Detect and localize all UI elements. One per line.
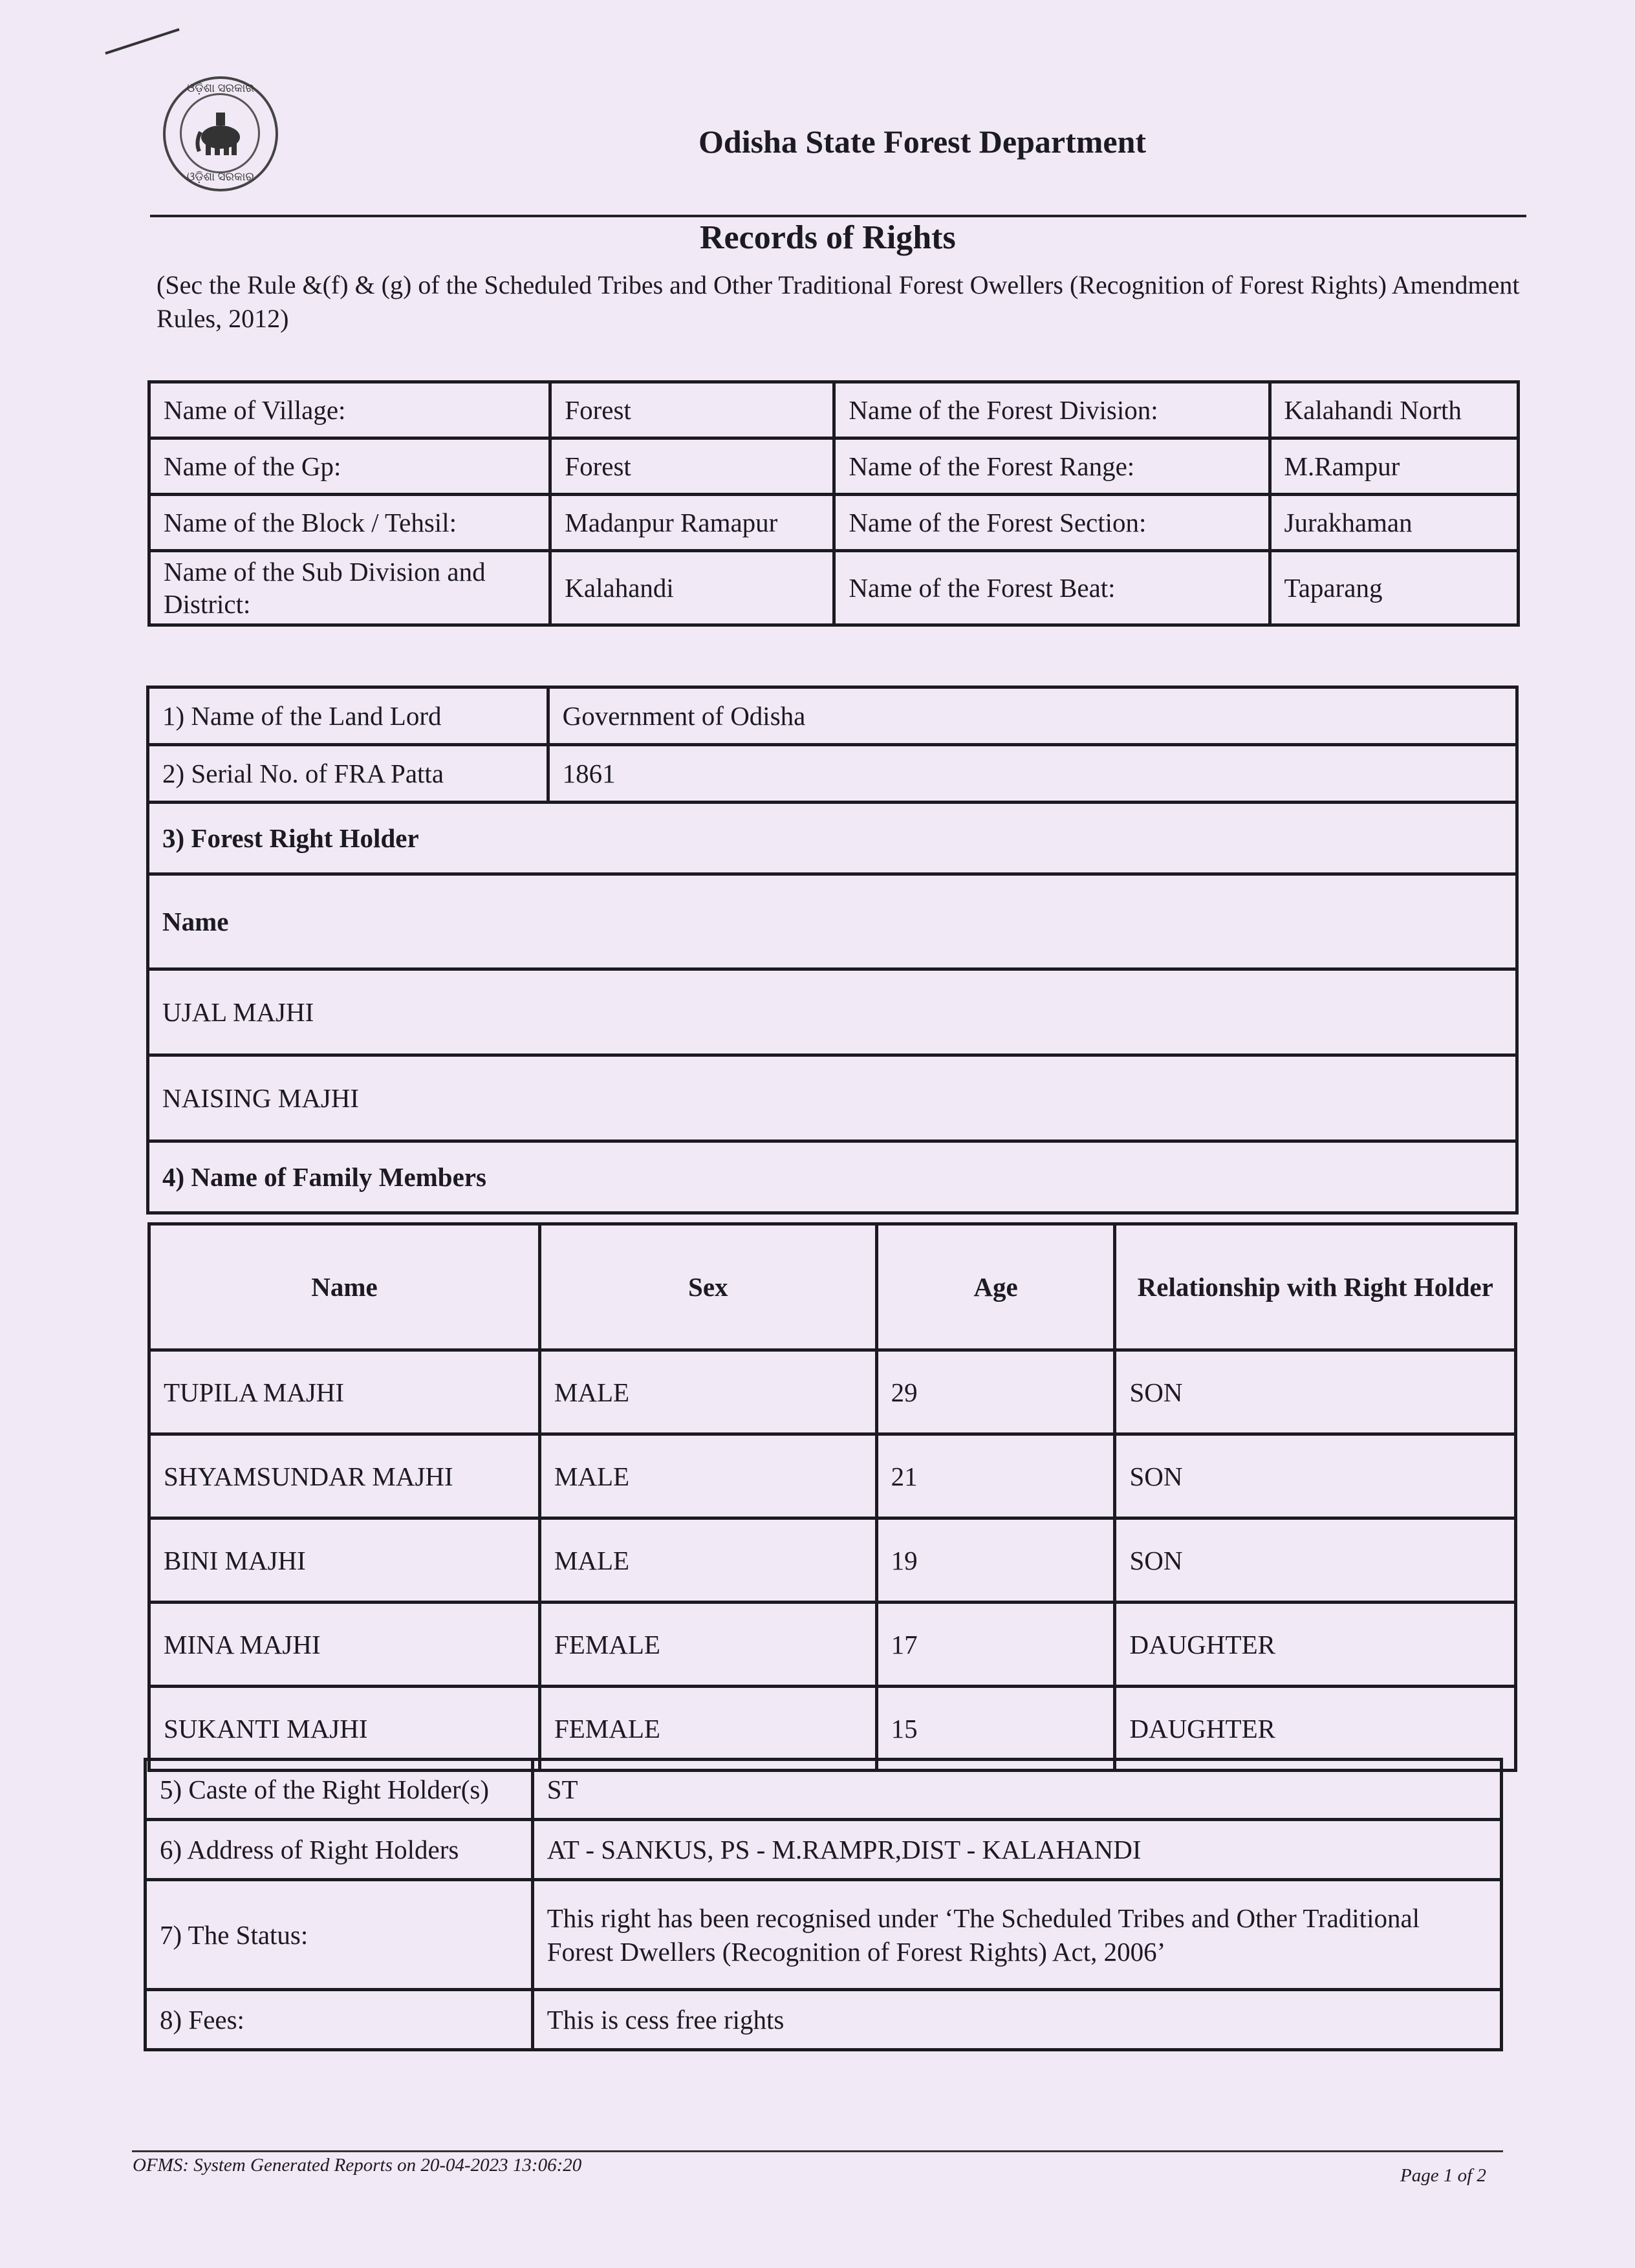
location-table xyxy=(147,380,1520,627)
col-header-relationship: Relationship with Right Holder xyxy=(1115,1224,1516,1350)
member-sex: MALE xyxy=(539,1518,876,1603)
village-label: Name of Village: xyxy=(149,382,550,438)
details-table xyxy=(144,1758,1503,2051)
caste-label: 5) Caste of the Right Holder(s) xyxy=(146,1760,533,1820)
member-age: 19 xyxy=(876,1518,1115,1603)
family-members-table xyxy=(147,1222,1517,1772)
forest-right-holder-heading: 3) Forest Right Holder xyxy=(148,803,1517,874)
department-title: Odisha State Forest Department xyxy=(698,124,1147,160)
member-sex: MALE xyxy=(539,1350,876,1434)
page-number: Page 1 of 2 xyxy=(1400,2165,1486,2186)
member-relationship: SON xyxy=(1115,1350,1516,1434)
forest-section-label: Name of the Forest Section: xyxy=(834,495,1270,551)
address-label: 6) Address of Right Holders xyxy=(146,1820,533,1880)
table-row xyxy=(149,1518,1516,1603)
table-row xyxy=(148,874,1517,969)
status-label: 7) The Status: xyxy=(146,1880,533,1990)
forest-division-label: Name of the Forest Division: xyxy=(834,382,1270,438)
family-members-heading: 4) Name of Family Members xyxy=(148,1141,1517,1213)
holder-name: UJAL MAJHI xyxy=(148,969,1517,1055)
state-seal-emblem xyxy=(163,76,278,191)
rule-reference: (Sec the Rule &(f) & (g) of the Scheduled Tribes and Other Traditional Forest Owellers (Recognition of Forest Rights) Amendment Rules, 2012) xyxy=(157,270,1520,333)
table-row xyxy=(149,1603,1516,1687)
gp-value: Forest xyxy=(550,438,834,495)
forest-division-value: Kalahandi North xyxy=(1270,382,1518,438)
forest-beat-label: Name of the Forest Beat: xyxy=(834,551,1270,625)
status-value xyxy=(532,1880,1501,1990)
table-row xyxy=(149,551,1519,625)
member-sex: FEMALE xyxy=(539,1603,876,1687)
member-age: 17 xyxy=(876,1603,1115,1687)
table-row xyxy=(149,495,1519,551)
fees-label: 8) Fees: xyxy=(146,1990,533,2050)
member-sex: FEMALE xyxy=(539,1687,876,1771)
subdivision-district-value: Kalahandi xyxy=(550,551,834,625)
table-row xyxy=(148,1055,1517,1141)
header-divider xyxy=(150,215,1526,217)
elephant-emblem-icon xyxy=(191,103,250,162)
document-title: Records of Rights xyxy=(700,219,956,256)
member-age: 29 xyxy=(876,1350,1115,1434)
table-row xyxy=(146,1880,1502,1990)
table-header-row xyxy=(149,1224,1516,1350)
holder-name-header: Name xyxy=(148,874,1517,969)
forest-range-value: M.Rampur xyxy=(1270,438,1518,495)
seal-text-bottom: ଓଡ଼ିଶା ସରକାର xyxy=(186,170,255,183)
member-name: TUPILA MAJHI xyxy=(149,1350,540,1434)
block-tehsil-value: Madanpur Ramapur xyxy=(550,495,834,551)
generated-timestamp: OFMS: System Generated Reports on 20-04-2023 13:06:20 xyxy=(133,2155,582,2176)
block-tehsil-label: Name of the Block / Tehsil: xyxy=(149,495,550,551)
serial-value: 1861 xyxy=(548,745,1517,803)
serial-label: 2) Serial No. of FRA Patta xyxy=(148,745,548,803)
table-row xyxy=(148,687,1517,745)
land-holder-table xyxy=(146,686,1519,1215)
village-value: Forest xyxy=(550,382,834,438)
member-relationship: SON xyxy=(1115,1434,1516,1518)
subdivision-district-label: Name of the Sub Division and District: xyxy=(149,551,550,625)
member-name: SUKANTI MAJHI xyxy=(149,1687,540,1771)
member-name: BINI MAJHI xyxy=(149,1518,540,1603)
caste-value: ST xyxy=(532,1760,1501,1820)
footer-divider xyxy=(132,2150,1503,2152)
status-text-line: Forest Dwellers (Recognition of Forest Rights) Act, 2006’ xyxy=(547,1936,1166,1967)
holder-name: NAISING MAJHI xyxy=(148,1055,1517,1141)
table-row xyxy=(146,1990,1502,2050)
table-row xyxy=(146,1820,1502,1880)
col-header-age: Age xyxy=(876,1224,1115,1350)
member-age: 15 xyxy=(876,1687,1115,1771)
member-relationship: SON xyxy=(1115,1518,1516,1603)
landlord-label: 1) Name of the Land Lord xyxy=(148,687,548,745)
landlord-value: Government of Odisha xyxy=(548,687,1517,745)
status-text-line: This right has been recognised under ‘The Scheduled Tribes and Other Traditional xyxy=(547,1903,1420,1933)
member-relationship: DAUGHTER xyxy=(1115,1687,1516,1771)
col-header-sex: Sex xyxy=(539,1224,876,1350)
table-row xyxy=(148,803,1517,874)
member-name: MINA MAJHI xyxy=(149,1603,540,1687)
table-row xyxy=(149,438,1519,495)
table-row xyxy=(149,382,1519,438)
address-value: AT - SANKUS, PS - M.RAMPR,DIST - KALAHANDI xyxy=(532,1820,1501,1880)
table-row xyxy=(148,745,1517,803)
seal-text-top: ଓଡ଼ିଶା ସରକାର xyxy=(186,81,255,94)
forest-range-label: Name of the Forest Range: xyxy=(834,438,1270,495)
forest-section-value: Jurakhaman xyxy=(1270,495,1518,551)
member-age: 21 xyxy=(876,1434,1115,1518)
member-relationship: DAUGHTER xyxy=(1115,1603,1516,1687)
table-row xyxy=(146,1760,1502,1820)
gp-label: Name of the Gp: xyxy=(149,438,550,495)
table-row xyxy=(149,1434,1516,1518)
member-sex: MALE xyxy=(539,1434,876,1518)
table-row xyxy=(148,969,1517,1055)
fees-value: This is cess free rights xyxy=(532,1990,1501,2050)
table-row xyxy=(149,1350,1516,1434)
col-header-name: Name xyxy=(149,1224,540,1350)
member-name: SHYAMSUNDAR MAJHI xyxy=(149,1434,540,1518)
pen-mark xyxy=(105,28,179,55)
forest-beat-value: Taparang xyxy=(1270,551,1518,625)
table-row xyxy=(148,1141,1517,1213)
